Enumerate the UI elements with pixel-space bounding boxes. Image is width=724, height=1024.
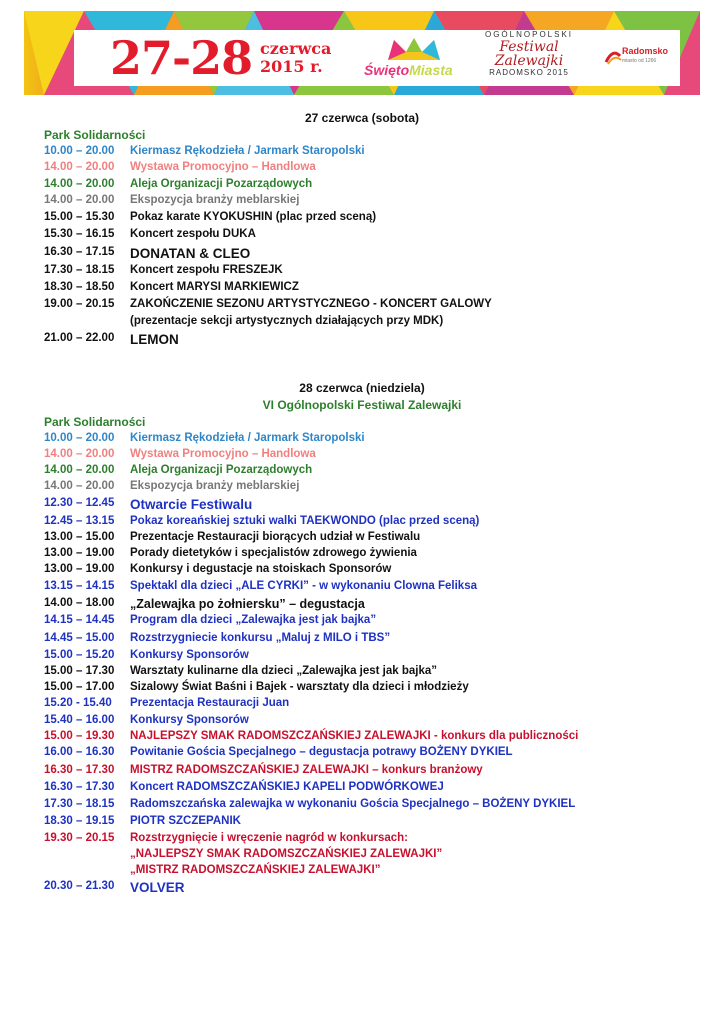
row-time: 14.00 – 20.00 <box>44 464 115 476</box>
day2-row-25-continuation-1: „NAJLEPSZY SMAK RADOMSZCZAŃSKIEJ ZALEWAJKI” <box>130 848 443 860</box>
day1-row-5 <box>44 211 704 228</box>
row-desc: Sizalowy Świat Baśni i Bajek - warsztaty dla dzieci i młodzieży <box>130 681 469 693</box>
day2-row-2 <box>44 448 704 465</box>
row-desc: Ekspozycja branży meblarskiej <box>130 194 300 206</box>
row-time: 14.00 – 20.00 <box>44 448 115 460</box>
month-label: czerwca <box>260 39 332 58</box>
row-time: 15.00 – 17.00 <box>44 681 115 693</box>
row-desc: DONATAN & CLEO <box>130 246 251 261</box>
row-time: 19.00 – 20.15 <box>44 298 115 310</box>
row-time: 12.45 – 13.15 <box>44 515 115 527</box>
row-time: 15.30 – 16.15 <box>44 228 115 240</box>
row-desc: Otwarcie Festiwalu <box>130 497 253 512</box>
row-time: 13.00 – 15.00 <box>44 531 115 543</box>
row-desc: Koncert RADOMSZCZAŃSKIEJ KAPELI PODWÓRKOWEJ <box>130 781 444 793</box>
row-time: 15.00 – 15.30 <box>44 211 115 223</box>
swieto-miasta-logo <box>364 36 464 82</box>
row-time: 14.00 – 18.00 <box>44 597 115 609</box>
day1-row-10 <box>44 298 704 315</box>
day1-row-9 <box>44 281 704 298</box>
row-desc: Wystawa Promocyjno – Handlowa <box>130 161 316 173</box>
event-month <box>260 40 331 76</box>
day2-row-25 <box>44 832 704 849</box>
row-desc: MISTRZ RADOMSZCZAŃSKIEJ ZALEWAJKI – konkurs branżowy <box>130 764 483 776</box>
day2-row-19 <box>44 730 704 747</box>
row-desc: Wystawa Promocyjno – Handlowa <box>130 448 316 460</box>
row-desc: VOLVER <box>130 880 185 895</box>
day2-row-12 <box>44 614 704 631</box>
day2-row-9 <box>44 563 704 580</box>
day2-row-5 <box>44 497 704 514</box>
row-time: 10.00 – 20.00 <box>44 432 115 444</box>
crown-icon <box>384 36 444 62</box>
day1-heading: 27 czerwca (sobota) <box>304 111 420 125</box>
banner-white-panel <box>74 30 680 86</box>
day1-row-8 <box>44 264 704 281</box>
day2-row-1 <box>44 432 704 449</box>
row-time: 13.00 – 19.00 <box>44 563 115 575</box>
fest-logo-line1: OGÓLNOPOLSKI <box>484 30 574 39</box>
row-desc: Konkursy i degustacje na stoiskach Sponsorów <box>130 563 392 575</box>
day2-row-16 <box>44 681 704 698</box>
row-time: 18.30 – 18.50 <box>44 281 115 293</box>
row-time: 15.00 – 19.30 <box>44 730 115 742</box>
day2-row-6 <box>44 515 704 532</box>
radomsko-tagline: miasto od 1266 <box>622 58 657 64</box>
row-desc: PIOTR SZCZEPANIK <box>130 815 241 827</box>
row-time: 18.30 – 19.15 <box>44 815 115 827</box>
day1-row-4 <box>44 194 704 211</box>
row-desc: Rozstrzygniecie konkursu „Maluj z MILO i TBS” <box>130 632 391 644</box>
row-time: 14.00 – 20.00 <box>44 178 115 190</box>
day2-row-3 <box>44 464 704 481</box>
row-desc: „Zalewajka po żołniersku” – degustacja <box>130 597 365 611</box>
row-time: 14.15 – 14.45 <box>44 614 115 626</box>
day2-row-22 <box>44 781 704 798</box>
row-time: 13.00 – 19.00 <box>44 547 115 559</box>
row-time: 15.40 – 16.00 <box>44 714 115 726</box>
day2-row-24 <box>44 815 704 832</box>
row-desc: Radomszczańska zalewajka w wykonaniu Gościa Specjalnego – BOŻENY DYKIEL <box>130 798 576 810</box>
day1-venue: Park Solidarności <box>44 128 146 142</box>
row-time: 15.00 – 17.30 <box>44 665 115 677</box>
row-desc: Program dla dzieci „Zalewajka jest jak bajka” <box>130 614 377 626</box>
row-time: 16.30 – 17.30 <box>44 781 115 793</box>
row-desc: Koncert zespołu FRESZEJK <box>130 264 283 276</box>
row-time: 15.00 – 15.20 <box>44 649 115 661</box>
day1-row-1 <box>44 145 704 162</box>
radomsko-name: Radomsko <box>622 46 669 56</box>
row-time: 20.30 – 21.30 <box>44 880 115 892</box>
day2-row-13 <box>44 632 704 649</box>
row-time: 17.30 – 18.15 <box>44 798 115 810</box>
radomsko-emblem-icon <box>604 46 622 66</box>
miasta-word: Miasta <box>409 62 453 78</box>
row-desc: Konkursy Sponsorów <box>130 714 249 726</box>
day2-row-23 <box>44 798 704 815</box>
day2-row-20 <box>44 746 704 763</box>
row-desc: LEMON <box>130 332 179 347</box>
row-desc: Prezentacje Restauracji biorących udział w Festiwalu <box>130 531 421 543</box>
day2-row-4 <box>44 480 704 497</box>
row-time: 14.00 – 20.00 <box>44 194 115 206</box>
day2-row-7 <box>44 531 704 548</box>
fest-logo-line3: Zalewajki <box>494 53 564 69</box>
row-desc: Powitanie Gościa Specjalnego – degustacja potrawy BOŻENY DYKIEL <box>130 746 513 758</box>
day1-row-7 <box>44 246 704 263</box>
day1-row-6 <box>44 228 704 245</box>
day2-row-14 <box>44 649 704 666</box>
row-time: 15.20 - 15.40 <box>44 697 112 709</box>
row-time: 17.30 – 18.15 <box>44 264 115 276</box>
row-desc: Prezentacja Restauracji Juan <box>130 697 290 709</box>
row-desc: Ekspozycja branży meblarskiej <box>130 480 300 492</box>
swieto-miasta-text <box>364 62 453 78</box>
row-desc: Kiermasz Rękodzieła / Jarmark Staropolski <box>130 432 365 444</box>
row-desc: Spektakl dla dzieci „ALE CYRKI” - w wykonaniu Clowna Feliksa <box>130 580 477 592</box>
row-desc: Koncert zespołu DUKA <box>130 228 256 240</box>
day2-row-25-continuation-2: „MISTRZ RADOMSZCZAŃSKIEJ ZALEWAJKI” <box>130 864 381 876</box>
event-dates: 27-28 <box>110 31 253 85</box>
year-label: 2015 r. <box>260 57 323 76</box>
row-time: 14.00 – 20.00 <box>44 480 115 492</box>
day2-row-26 <box>44 880 704 897</box>
row-desc: Pokaz koreańskiej sztuki walki TAEKWONDO (plac przed sceną) <box>130 515 480 527</box>
row-time: 12.30 – 12.45 <box>44 497 115 509</box>
row-desc: NAJLEPSZY SMAK RADOMSZCZAŃSKIEJ ZALEWAJKI - konkurs dla publiczności <box>130 730 579 742</box>
day1-row-11 <box>44 332 704 349</box>
row-desc: ZAKOŃCZENIE SEZONU ARTYSTYCZNEGO - KONCERT GALOWY <box>130 298 492 310</box>
row-desc: Koncert MARYSI MARKIEWICZ <box>130 281 299 293</box>
row-time: 21.00 – 22.00 <box>44 332 115 344</box>
row-time: 10.00 – 20.00 <box>44 145 115 157</box>
row-desc: Rozstrzygnięcie i wręczenie nagród w konkursach: <box>130 832 408 844</box>
row-desc: Aleja Organizacji Pozarządowych <box>130 464 313 476</box>
fest-logo-line4: RADOMSKO 2015 <box>489 68 569 77</box>
swieto-word: Święto <box>364 62 410 78</box>
radomsko-logo <box>604 44 674 74</box>
day2-row-17 <box>44 697 704 714</box>
day1-row-10-continuation: (prezentacje sekcji artystycznych działających przy MDK) <box>130 315 444 327</box>
day2-row-18 <box>44 714 704 731</box>
festiwal-zalewajki-logo <box>474 30 584 86</box>
row-desc: Warsztaty kulinarne dla dzieci „Zalewajka jest jak bajka” <box>130 665 438 677</box>
row-time: 16.00 – 16.30 <box>44 746 115 758</box>
row-desc: Pokaz karate KYOKUSHIN (plac przed sceną) <box>130 211 377 223</box>
row-time: 16.30 – 17.30 <box>44 764 115 776</box>
day1-row-2 <box>44 161 704 178</box>
day2-row-8 <box>44 547 704 564</box>
row-time: 13.15 – 14.15 <box>44 580 115 592</box>
day2-row-15 <box>44 665 704 682</box>
row-desc: Aleja Organizacji Pozarządowych <box>130 178 313 190</box>
row-desc: Konkursy Sponsorów <box>130 649 249 661</box>
header-banner <box>24 11 700 95</box>
day2-row-11 <box>44 597 704 614</box>
day2-row-21 <box>44 764 704 781</box>
row-time: 19.30 – 20.15 <box>44 832 115 844</box>
row-desc: Porady dietetyków i specjalistów zdrowego żywienia <box>130 547 417 559</box>
row-time: 16.30 – 17.15 <box>44 246 115 258</box>
day2-subheading: VI Ogólnopolski Festiwal Zalewajki <box>262 398 462 412</box>
day1-row-3 <box>44 178 704 195</box>
row-time: 14.45 – 15.00 <box>44 632 115 644</box>
day2-heading: 28 czerwca (niedziela) <box>299 381 425 395</box>
row-desc: Kiermasz Rękodzieła / Jarmark Staropolski <box>130 145 365 157</box>
fest-logo-line2: Festiwal <box>499 39 559 55</box>
day2-venue: Park Solidarności <box>44 415 146 429</box>
day2-row-10 <box>44 580 704 597</box>
row-time: 14.00 – 20.00 <box>44 161 115 173</box>
